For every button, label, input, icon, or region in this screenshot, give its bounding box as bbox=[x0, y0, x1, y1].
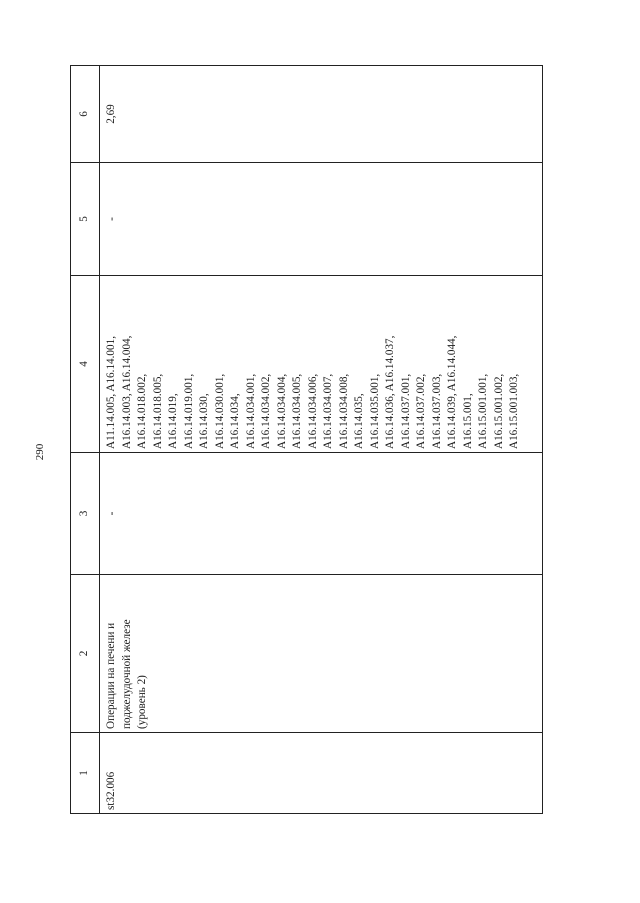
service-code-line: A16.14.034.004, bbox=[275, 373, 288, 449]
service-code-line: A16.14.034.008, bbox=[337, 373, 350, 449]
page-number: 290 bbox=[34, 443, 46, 461]
header-col-3: 3 bbox=[71, 453, 100, 575]
header-col-2: 2 bbox=[71, 575, 100, 733]
service-code-line: A16.14.034.007, bbox=[322, 373, 334, 449]
service-code-line: A16.14.035.001, bbox=[368, 373, 381, 449]
header-col-5: 5 bbox=[71, 163, 100, 276]
service-code-line: A16.14.037.002, bbox=[415, 373, 427, 449]
group-name-cell bbox=[100, 575, 543, 733]
group-name-line: поджелудочной железе bbox=[120, 619, 133, 729]
service-code-line: A16.14.018.002, bbox=[136, 373, 148, 449]
service-code-line: A11.14.005, A16.14.001, bbox=[105, 335, 117, 449]
service-code-line: A16.14.039, A16.14.044, bbox=[446, 335, 458, 449]
service-code-line: A16.14.034.002, bbox=[260, 373, 272, 449]
service-code-line: A16.14.037.001, bbox=[399, 373, 412, 449]
service-code-line: A16.14.030, bbox=[198, 393, 210, 449]
service-code-line: A16.15.001, bbox=[461, 393, 474, 449]
service-code-line: A16.15.001.002, bbox=[492, 373, 505, 449]
service-code-line: A16.14.034.005, bbox=[291, 373, 303, 449]
service-code-line: A16.14.036, A16.14.037, bbox=[384, 335, 396, 449]
header-col-4: 4 bbox=[71, 276, 100, 453]
service-code-line: A16.14.034, bbox=[229, 393, 241, 449]
service-code-line: A16.14.030.001, bbox=[213, 373, 226, 449]
header-row bbox=[71, 66, 100, 814]
group-name-line: (уровень 2) bbox=[136, 675, 148, 729]
service-codes-cell bbox=[100, 276, 543, 453]
service-code-line: A16.14.034.001, bbox=[244, 373, 257, 449]
col5-cell: - bbox=[100, 163, 543, 276]
tariff-table bbox=[70, 65, 543, 814]
service-code-line: A16.14.035, bbox=[353, 393, 365, 449]
col3-cell: - bbox=[100, 453, 543, 575]
rotated-table-wrapper bbox=[70, 66, 543, 814]
group-code-cell: st32.006 bbox=[100, 733, 543, 814]
service-code-line: A16.14.018.005, bbox=[151, 373, 164, 449]
service-code-line: A16.14.034.006, bbox=[306, 373, 319, 449]
service-code-line: A16.14.037.003, bbox=[430, 373, 443, 449]
header-col-1: 1 bbox=[71, 733, 100, 814]
service-code-line: A16.15.001.003, bbox=[508, 373, 520, 449]
service-code-line: A16.14.003, A16.14.004, bbox=[120, 335, 133, 449]
service-code-line: A16.15.001.001, bbox=[477, 373, 489, 449]
service-code-line: A16.14.019, bbox=[167, 393, 179, 449]
group-name-line: Операции на печени и bbox=[105, 622, 117, 729]
service-code-line: A16.14.019.001, bbox=[182, 373, 195, 449]
table-row bbox=[100, 66, 543, 814]
header-col-6: 6 bbox=[71, 66, 100, 163]
coefficient-cell: 2,69 bbox=[100, 66, 543, 163]
